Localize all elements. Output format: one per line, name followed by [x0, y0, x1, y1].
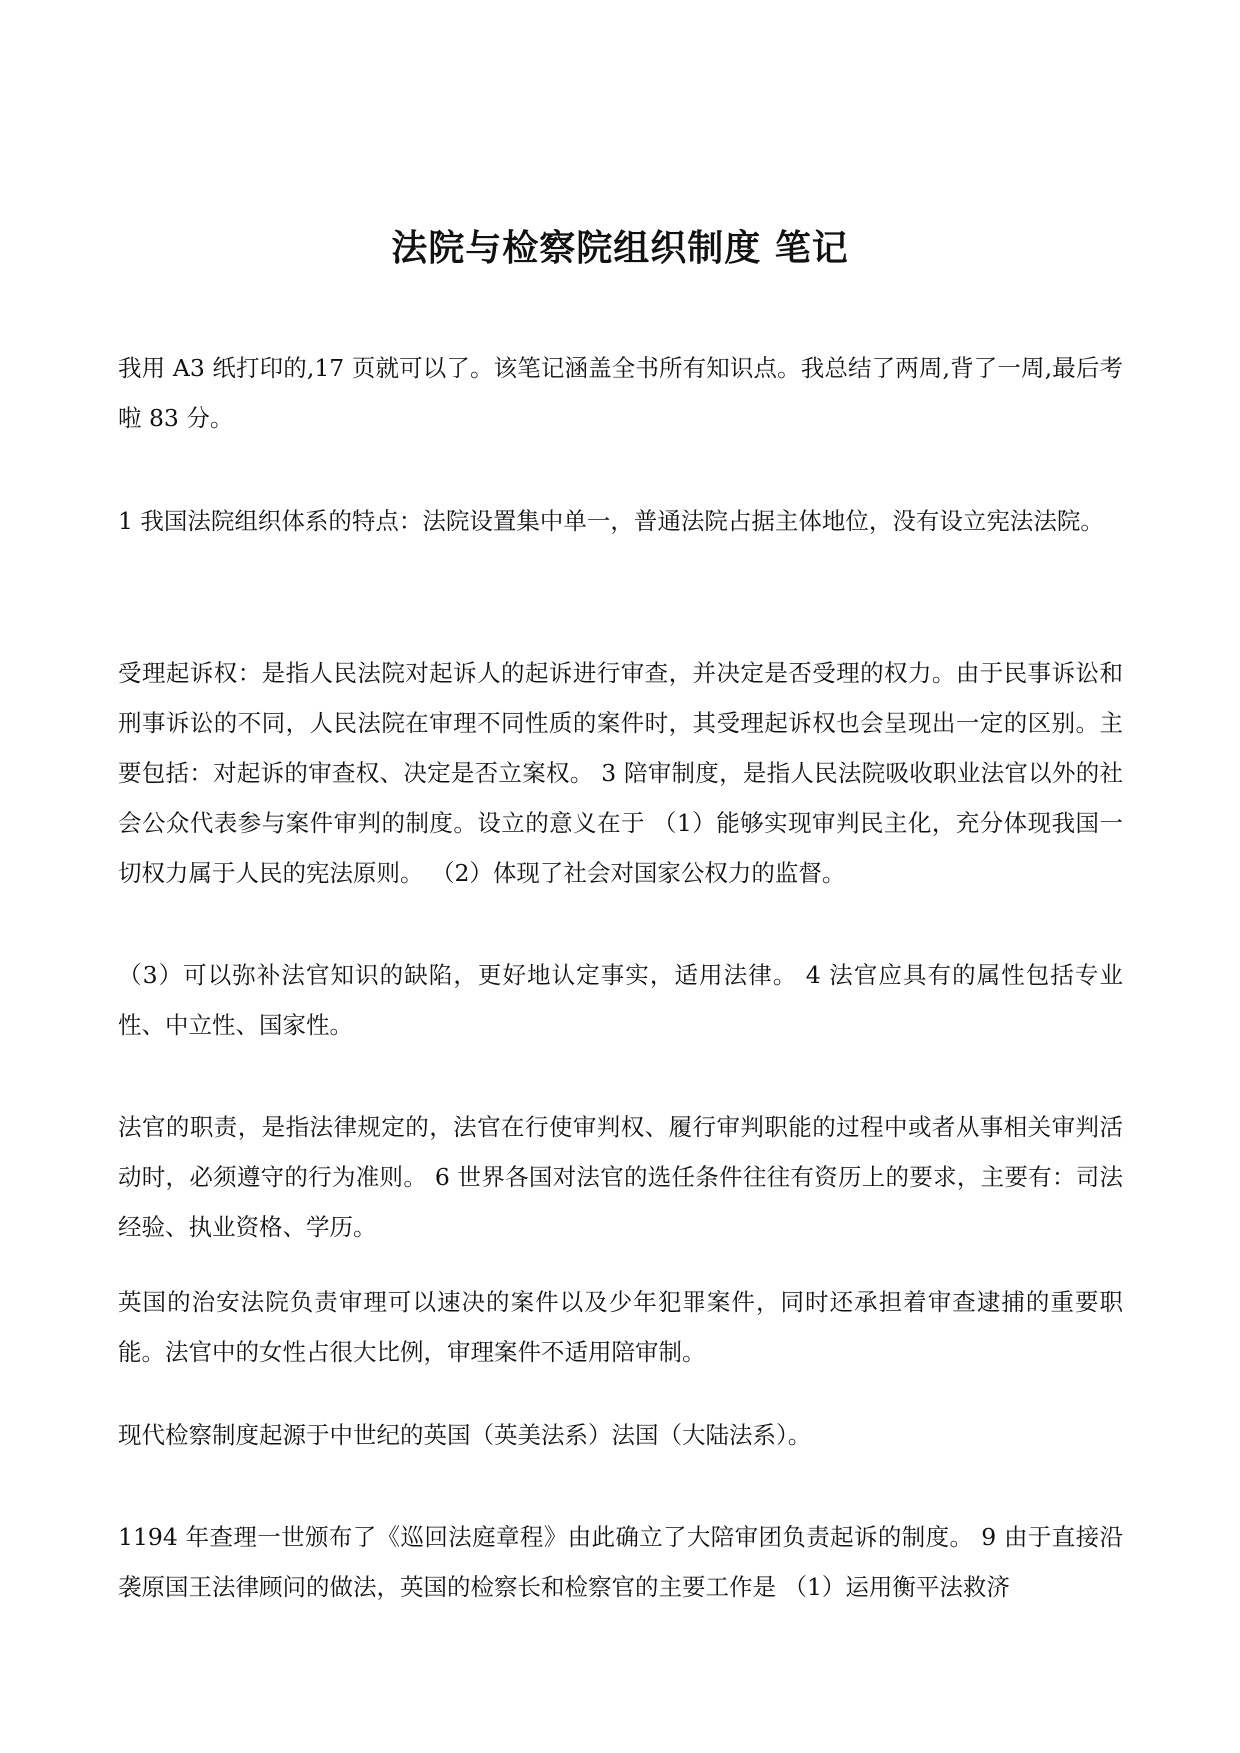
- page-title: 法院与检察院组织制度 笔记: [391, 227, 849, 269]
- paragraph-procuratorate-origin: 现代检察制度起源于中世纪的英国（英美法系）法国（大陆法系）。: [118, 1421, 812, 1449]
- paragraph-magistrates-court: 英国的治安法院负责审理可以速决的案件以及少年犯罪案件，同时还承担着审查逮捕的重要职能。法官中的女性占很大比例，审理案件不适用陪审制。: [118, 1288, 1123, 1366]
- paragraph-judge-duties: 法官的职责，是指法律规定的，法官在行使审判权、履行审判职能的过程中或者从事相关审判活动时，必须遵守的行为准则。 6 世界各国对法官的选任条件往往有资历上的要求，主要有：司法经验、执业资格、学历。: [118, 1113, 1123, 1241]
- paragraph-intro: 我用 A3 纸打印的,17 页就可以了。该笔记涵盖全书所有知识点。我总结了两周,背了一周,最后考啦 83 分。: [118, 354, 1123, 432]
- paragraph-grand-jury: 1194 年查理一世颁布了《巡回法庭章程》由此确立了大陪审团负责起诉的制度。 9 由于直接沿袭原国王法律顾问的做法，英国的检察长和检察官的主要工作是 （1）运用衡平法救济: [118, 1523, 1123, 1601]
- paragraph-court-system: 1 我国法院组织体系的特点：法院设置集中单一，普通法院占据主体地位，没有设立宪法法院。: [118, 507, 1104, 535]
- paragraph-judge-attributes: （3）可以弥补法官知识的缺陷，更好地认定事实，适用法律。 4 法官应具有的属性包括专业性、中立性、国家性。: [118, 961, 1123, 1039]
- paragraph-acceptance-right: 受理起诉权：是指人民法院对起诉人的起诉进行审查，并决定是否受理的权力。由于民事诉讼和刑事诉讼的不同，人民法院在审理不同性质的案件时，其受理起诉权也会呈现出一定的区别。主要包括：对起诉的审查权、决定是否立案权。 3 陪审制度，是指人民法院吸收职业法官以外的社会公众代表参与案件审判的制度。设立的意义在于 （1）能够实现审判民主化，充分体现我国一切权力属于人民的宪法原则。 （2）体现了社会对国家公权力的监督。: [118, 659, 1123, 887]
